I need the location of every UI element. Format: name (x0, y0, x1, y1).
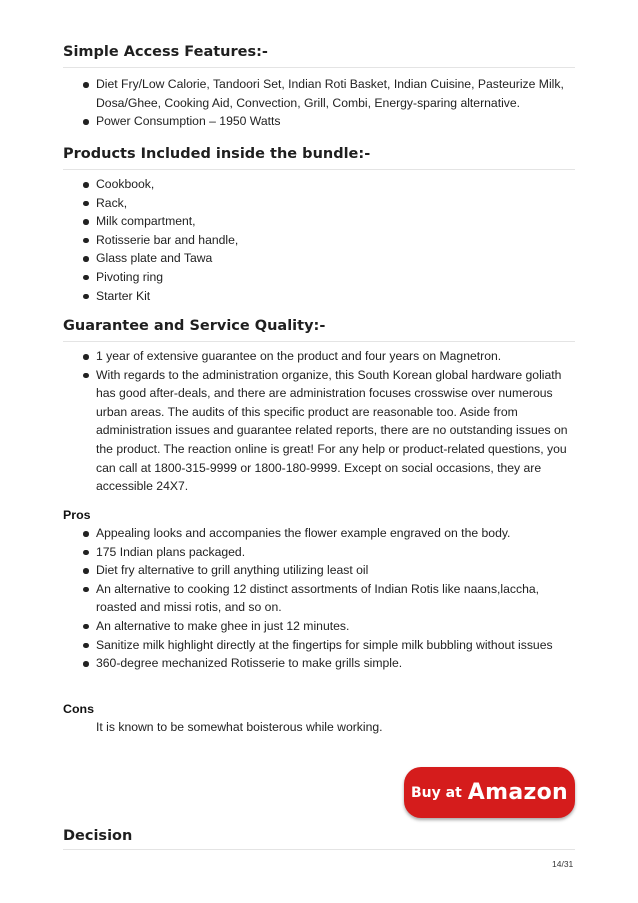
list-item: Appealing looks and accompanies the flower example engraved on the body. (63, 524, 575, 543)
list-item: With regards to the administration organize, this South Korean global hardware goliath has good after-deals, and there are administration focuses crosswise over numerous urban areas. The audits of this specific product are reasonable too. Aside from administration issues and guarantee related reports, there are no outstanding issues on the product. The reaction online is great! For any help or product-related questions, you can call at 1800-315-9999 or 1800-180-9999. Except on social occasions, they are accessible 24X7. (63, 366, 568, 496)
list-item: Sanitize milk highlight directly at the fingertips for simple milk bubbling without issues (63, 636, 575, 655)
list-item: Starter Kit (63, 287, 575, 306)
guarantee-divider (63, 341, 575, 342)
list-item: Glass plate and Tawa (63, 249, 575, 268)
list-item: An alternative to cooking 12 distinct assortments of Indian Rotis like naans,laccha, roasted and missi rotis, and so on. (63, 580, 575, 617)
bundle-heading: Products Included inside the bundle:- (63, 146, 371, 162)
buy-at-label: Buy at (411, 784, 462, 801)
cons-label: Cons (63, 702, 94, 716)
pros-list (63, 524, 575, 673)
list-item: 1 year of extensive guarantee on the product and four years on Magnetron. (63, 347, 568, 366)
bundle-list (63, 175, 575, 305)
list-item: Rotisserie bar and handle, (63, 231, 575, 250)
pros-label: Pros (63, 508, 91, 522)
cons-text: It is known to be somewhat boisterous while working. (96, 720, 383, 734)
list-item: Diet Fry/Low Calorie, Tandoori Set, Indian Roti Basket, Indian Cuisine, Pasteurize Milk, Dosa/Ghee, Cooking Aid, Convection, Grill, Combi, Energy-sparing alternative. (63, 75, 568, 112)
amazon-brand-label: Amazon (467, 780, 568, 805)
buy-at-amazon-button[interactable] (404, 767, 575, 818)
guarantee-list (63, 347, 568, 496)
features-divider (63, 67, 575, 68)
list-item: 360-degree mechanized Rotisserie to make grills simple. (63, 654, 575, 673)
list-item: Diet fry alternative to grill anything utilizing least oil (63, 561, 575, 580)
list-item: Pivoting ring (63, 268, 575, 287)
list-item: Power Consumption – 1950 Watts (63, 112, 568, 131)
list-item: 175 Indian plans packaged. (63, 543, 575, 562)
list-item: Cookbook, (63, 175, 575, 194)
guarantee-heading: Guarantee and Service Quality:- (63, 318, 326, 334)
decision-divider (63, 849, 575, 850)
features-heading: Simple Access Features:- (63, 44, 268, 60)
features-list (63, 75, 568, 131)
list-item: Rack, (63, 194, 575, 213)
decision-heading: Decision (63, 828, 133, 844)
bundle-divider (63, 169, 575, 170)
page-number: 14/31 (552, 859, 574, 869)
list-item: An alternative to make ghee in just 12 minutes. (63, 617, 575, 636)
list-item: Milk compartment, (63, 212, 575, 231)
